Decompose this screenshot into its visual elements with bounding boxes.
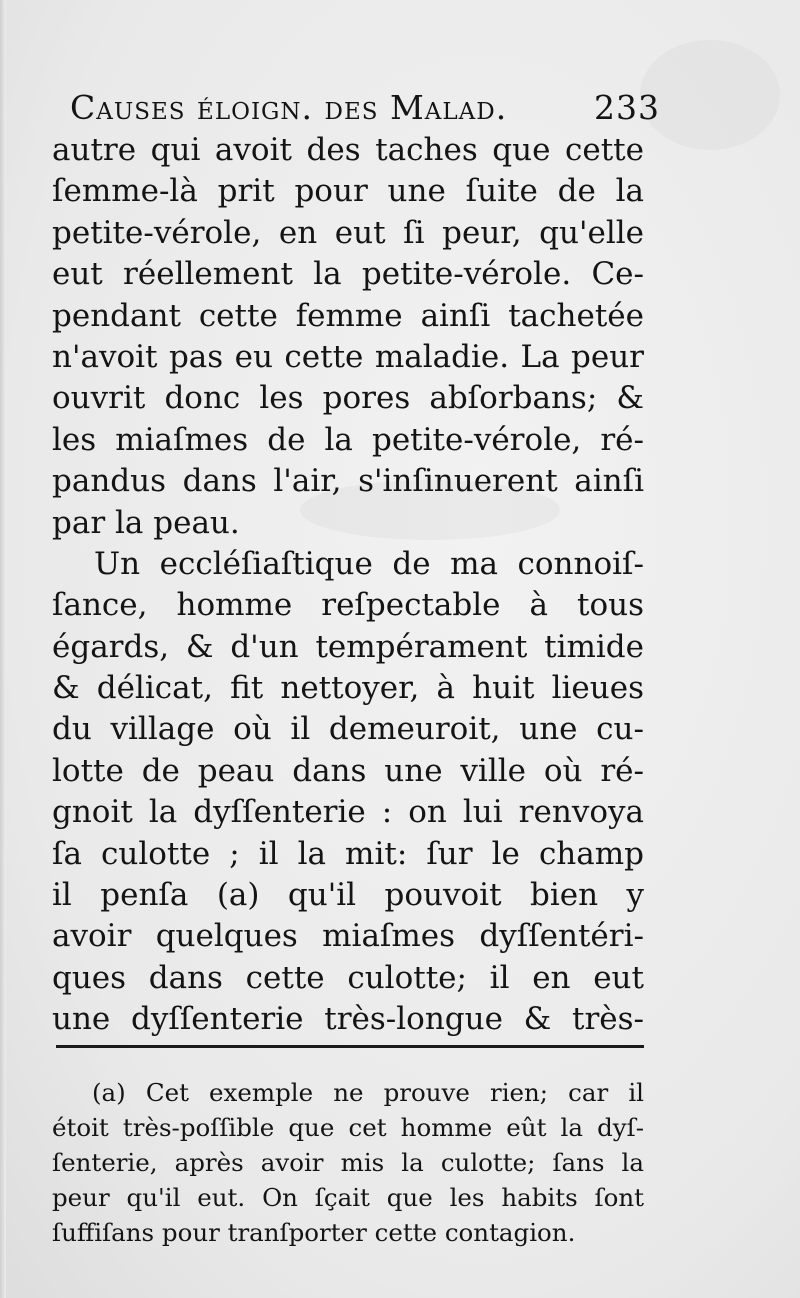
text-line: petite-vérole, en eut ſi peur, qu'elle — [52, 214, 644, 251]
text-line: autre qui avoit des taches que cette — [52, 132, 644, 168]
page-edge-shadow — [0, 0, 6, 1298]
footnote-divider — [56, 1045, 644, 1048]
running-title: Causes éloign. des Malad. — [70, 88, 508, 127]
text-line: par la peau. — [52, 504, 240, 541]
text-line: ſemme-là prit pour une ſuite de la — [52, 173, 644, 210]
footnote-line: ſuffiſans pour tranſporter cette contagion. — [52, 1218, 576, 1247]
text-line: n'avoit pas eu cette maladie. La peur — [52, 338, 644, 375]
text-line: eut réellement la petite-vérole. Ce- — [52, 256, 644, 293]
footnote-line: étoit très-poſſible que cet homme eût la dyſ- — [52, 1113, 644, 1142]
text-line: avoir quelques miaſmes dyſſentéri- — [52, 918, 644, 955]
text-line: les miaſmes de la petite-vérole, ré- — [52, 421, 644, 458]
body-text — [52, 130, 644, 1041]
text-line: & délicat, fit nettoyer, à huit lieues — [52, 670, 644, 707]
running-header — [70, 88, 660, 134]
text-line: pendant cette femme ainſi tachetée — [52, 297, 644, 334]
footnote-line: (a) Cet exemple ne prouve rien; car il — [92, 1078, 644, 1107]
text-line: une dyſſenterie très-longue & très- — [52, 1001, 644, 1038]
text-line: ouvrit donc les pores abſorbans; & — [52, 380, 644, 417]
text-line: il penſa (a) qu'il pouvoit bien y — [52, 877, 644, 914]
footnote-line: ſenterie, après avoir mis la culotte; ſans la — [52, 1148, 644, 1177]
text-line: gnoit la dyſſenterie : on lui renvoya — [52, 794, 644, 831]
text-line: lotte de peau dans une ville où ré- — [52, 752, 644, 789]
footnote — [52, 1075, 644, 1250]
footnote-line: peur qu'il eut. On ſçait que les habits ſont — [52, 1183, 644, 1212]
page-number: 233 — [594, 88, 660, 127]
text-line: égards, & d'un tempérament timide — [52, 628, 644, 665]
paragraph-start-line: Un eccléſiaſtique de ma connoiſ- — [94, 545, 644, 582]
text-line: ſa culotte ; il la mit: ſur le champ — [52, 835, 644, 872]
text-line: du village où il demeuroit, une cu- — [52, 711, 644, 748]
text-line: ſance, homme reſpectable à tous — [52, 587, 644, 624]
text-line: pandus dans l'air, s'inſinuerent ainſi — [52, 463, 644, 500]
paper-stain — [640, 40, 780, 150]
text-line: ques dans cette culotte; il en eut — [52, 959, 644, 996]
